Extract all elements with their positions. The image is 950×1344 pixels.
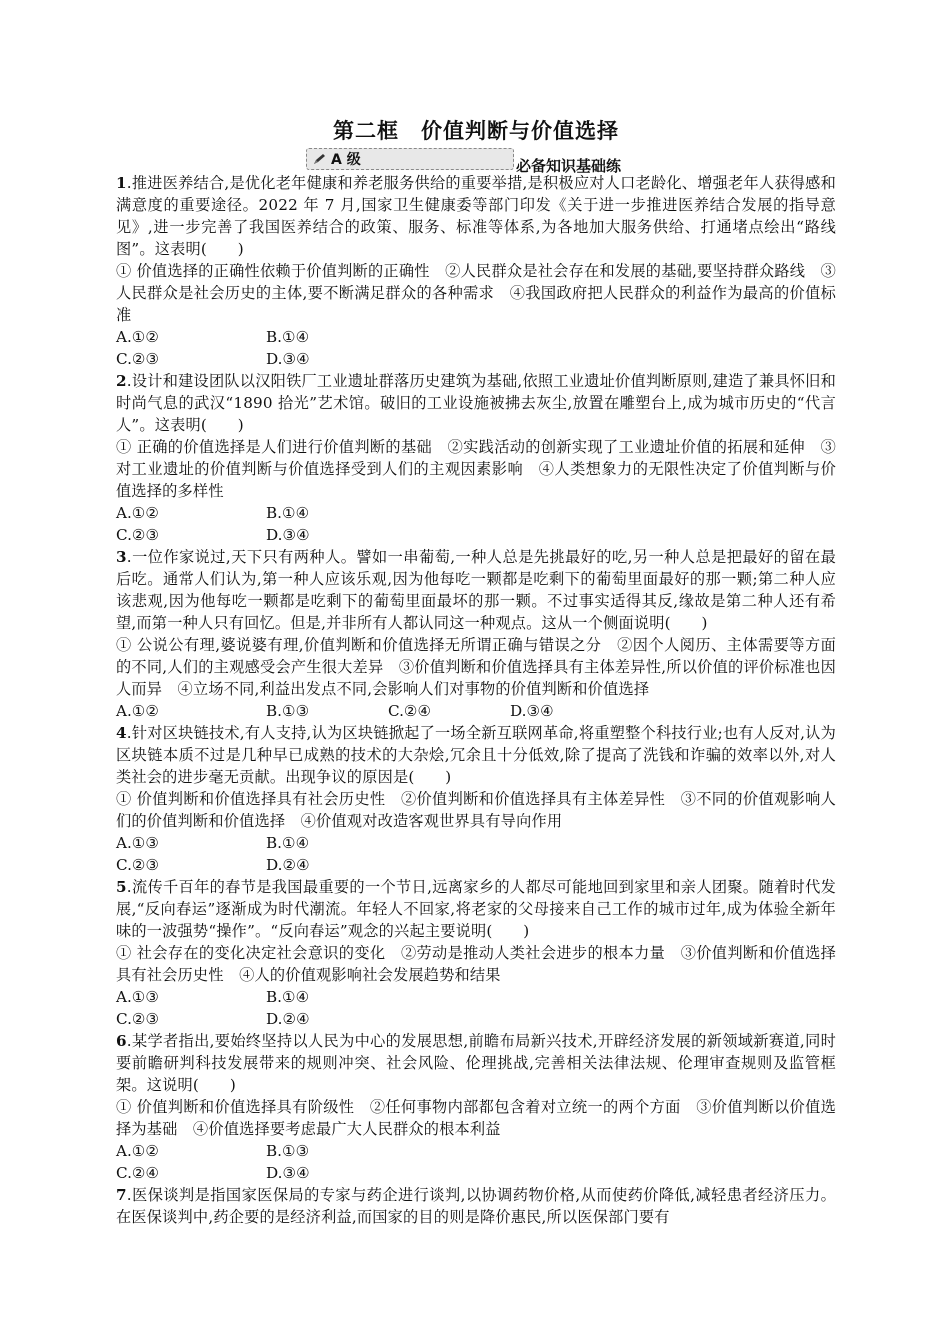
section-header [116,146,836,175]
question-number: 7 [116,1186,127,1204]
page-title: 第二框 价值判断与价值选择 [333,119,619,143]
level-badge [306,148,514,170]
option-b[interactable]: B.①③ [266,1142,310,1160]
options-row [116,1140,836,1162]
question-stem [116,370,836,436]
option-c[interactable]: C.②③ [116,350,160,368]
option-a[interactable]: A.①② [116,328,160,346]
question-number: 4 [116,724,127,742]
option-d[interactable]: D.③④ [266,350,310,368]
question-stem [116,546,836,634]
option-c[interactable]: C.②③ [116,856,160,874]
question-number: 2 [116,372,127,390]
option-a[interactable]: A.①② [116,1142,160,1160]
option-b[interactable]: B.①④ [266,988,310,1006]
question-statements: ① 价值判断和价值选择具有社会历史性 ②价值判断和价值选择具有主体差异性 ③不同的价值观影响人们的价值判断和价值选择 ④价值观对改造客观世界具有导向作用 [116,790,836,830]
options-row [116,986,836,1008]
question-text: .推进医养结合,是优化老年健康和养老服务供给的重要举措,是积极应对人口老龄化、增强老年人获得感和满意度的重要途径。2022 年 7 月,国家卫生健康委等部门印发《关于进一步推进医养结合发展的指导意见》,进一步完善了我国医养结合的政策、服务、标准等体系,为各地加大服务供给、打通堵点绘出“路线图”。这表明( ) [116,174,836,258]
question-7 [116,1184,836,1228]
option-c[interactable]: C.②③ [116,1010,160,1028]
option-b[interactable]: B.①④ [266,504,310,522]
option-b[interactable]: B.①④ [266,328,310,346]
question-text: .某学者指出,要始终坚持以人民为中心的发展思想,前瞻布局新兴技术,开辟经济发展的新领域新赛道,同时要前瞻研判科技发展带来的规则冲突、社会风险、伦理挑战,完善相关法律法规、伦理审查规则及监管框架。这说明( ) [116,1032,836,1094]
option-d[interactable]: D.②④ [266,856,310,874]
question-1 [116,172,836,370]
options-row [116,524,836,546]
options-row [116,1162,836,1184]
options-row [116,700,836,722]
document-page [116,116,836,1228]
option-d[interactable]: D.②④ [266,1010,310,1028]
options-row [116,832,836,854]
question-text: .一位作家说过,天下只有两种人。譬如一串葡萄,一种人总是先挑最好的吃,另一种人总是把最好的留在最后吃。通常人们认为,第一种人应该乐观,因为他每吃一颗都是吃剩下的葡萄里面最好的那一颗;第二种人应该悲观,因为他每吃一颗都是吃剩下的葡萄里面最坏的那一颗。不过事实适得其反,缘故是第二种人还有希望,而第一种人只有回忆。但是,并非所有人都认同这一种观点。这从一个侧面说明( ) [116,548,836,632]
options-row [116,854,836,876]
question-stem [116,1030,836,1096]
question-2 [116,370,836,546]
options-row [116,348,836,370]
option-d[interactable]: D.③④ [510,702,554,720]
section-label: 必备知识基础练 [516,157,622,175]
question-statements: ① 公说公有理,婆说婆有理,价值判断和价值选择无所谓正确与错误之分 ②因个人阅历、主体需要等方面的不同,人们的主观感受会产生很大差异 ③价值判断和价值选择具有主体差异性,所以价值的评价标准也因人而异 ④立场不同,利益出发点不同,会影响人们对事物的价值判断和价值选择 [116,636,836,698]
question-statements: ① 价值选择的正确性依赖于价值判断的正确性 ②人民群众是社会存在和发展的基础,要坚持群众路线 ③人民群众是社会历史的主体,要不断满足群众的各种需求 ④我国政府把人民群众的利益作为最高的价值标准 [116,262,836,324]
question-stem [116,1184,836,1228]
option-c[interactable]: C.②③ [116,526,160,544]
option-d[interactable]: D.③④ [266,1164,310,1182]
options-row [116,326,836,348]
question-text: .流传千百年的春节是我国最重要的一个节日,远离家乡的人都尽可能地回到家里和亲人团聚。随着时代发展,“反向春运”逐渐成为时代潮流。年轻人不回家,将老家的父母接来自己工作的城市过年,成为体验全新年味的一波强势“操作”。“反向春运”观念的兴起主要说明( ) [116,878,836,940]
question-number: 1 [116,174,127,192]
question-stem [116,722,836,788]
question-stem [116,876,836,942]
question-text: .针对区块链技术,有人支持,认为区块链掀起了一场全新互联网革命,将重塑整个科技行业;也有人反对,认为区块链本质不过是几种早已成熟的技术的大杂烩,冗余且十分低效,除了提高了洗钱和诈骗的效率以外,对人类社会的进步毫无贡献。出现争议的原因是( ) [116,724,836,786]
option-d[interactable]: D.③④ [266,526,310,544]
option-b[interactable]: B.①④ [266,834,310,852]
question-text: .医保谈判是指国家医保局的专家与药企进行谈判,以协调药物价格,从而使药价降低,减轻患者经济压力。在医保谈判中,药企要的是经济利益,而国家的目的则是降价惠民,所以医保部门要有 [116,1186,836,1226]
option-c[interactable]: C.②④ [116,1164,160,1182]
question-stem [116,172,836,260]
question-4 [116,722,836,876]
question-3 [116,546,836,722]
question-number: 6 [116,1032,127,1050]
question-5 [116,876,836,1030]
question-number: 5 [116,878,127,896]
option-c[interactable]: C.②④ [388,702,432,720]
options-row [116,1008,836,1030]
option-a[interactable]: A.①② [116,504,160,522]
question-number: 3 [116,548,127,566]
question-statements: ① 价值判断和价值选择具有阶级性 ②任何事物内部都包含着对立统一的两个方面 ③价值判断以价值选择为基础 ④价值选择要考虑最广大人民群众的根本利益 [116,1098,836,1138]
level-label: A 级 [331,152,361,168]
question-statements: ① 正确的价值选择是人们进行价值判断的基础 ②实践活动的创新实现了工业遗址价值的拓展和延伸 ③对工业遗址的价值判断与价值选择受到人们的主观因素影响 ④人类想象力的无限性决定了价值判断与价值选择的多样性 [116,438,836,500]
option-b[interactable]: B.①③ [266,702,310,720]
option-a[interactable]: A.①③ [116,834,160,852]
option-a[interactable]: A.①② [116,702,160,720]
pencil-icon [313,153,327,165]
question-text: .设计和建设团队以汉阳铁厂工业遗址群落历史建筑为基础,依照工业遗址价值判断原则,建造了兼具怀旧和时尚气息的武汉“1890 拾光”艺术馆。破旧的工业设施被拂去灰尘,放置在雕塑台上,成为城市历史的“代言人”。这表明( ) [116,372,836,434]
question-statements: ① 社会存在的变化决定社会意识的变化 ②劳动是推动人类社会进步的根本力量 ③价值判断和价值选择具有社会历史性 ④人的价值观影响社会发展趋势和结果 [116,944,836,984]
options-row [116,502,836,524]
option-a[interactable]: A.①③ [116,988,160,1006]
question-6 [116,1030,836,1184]
